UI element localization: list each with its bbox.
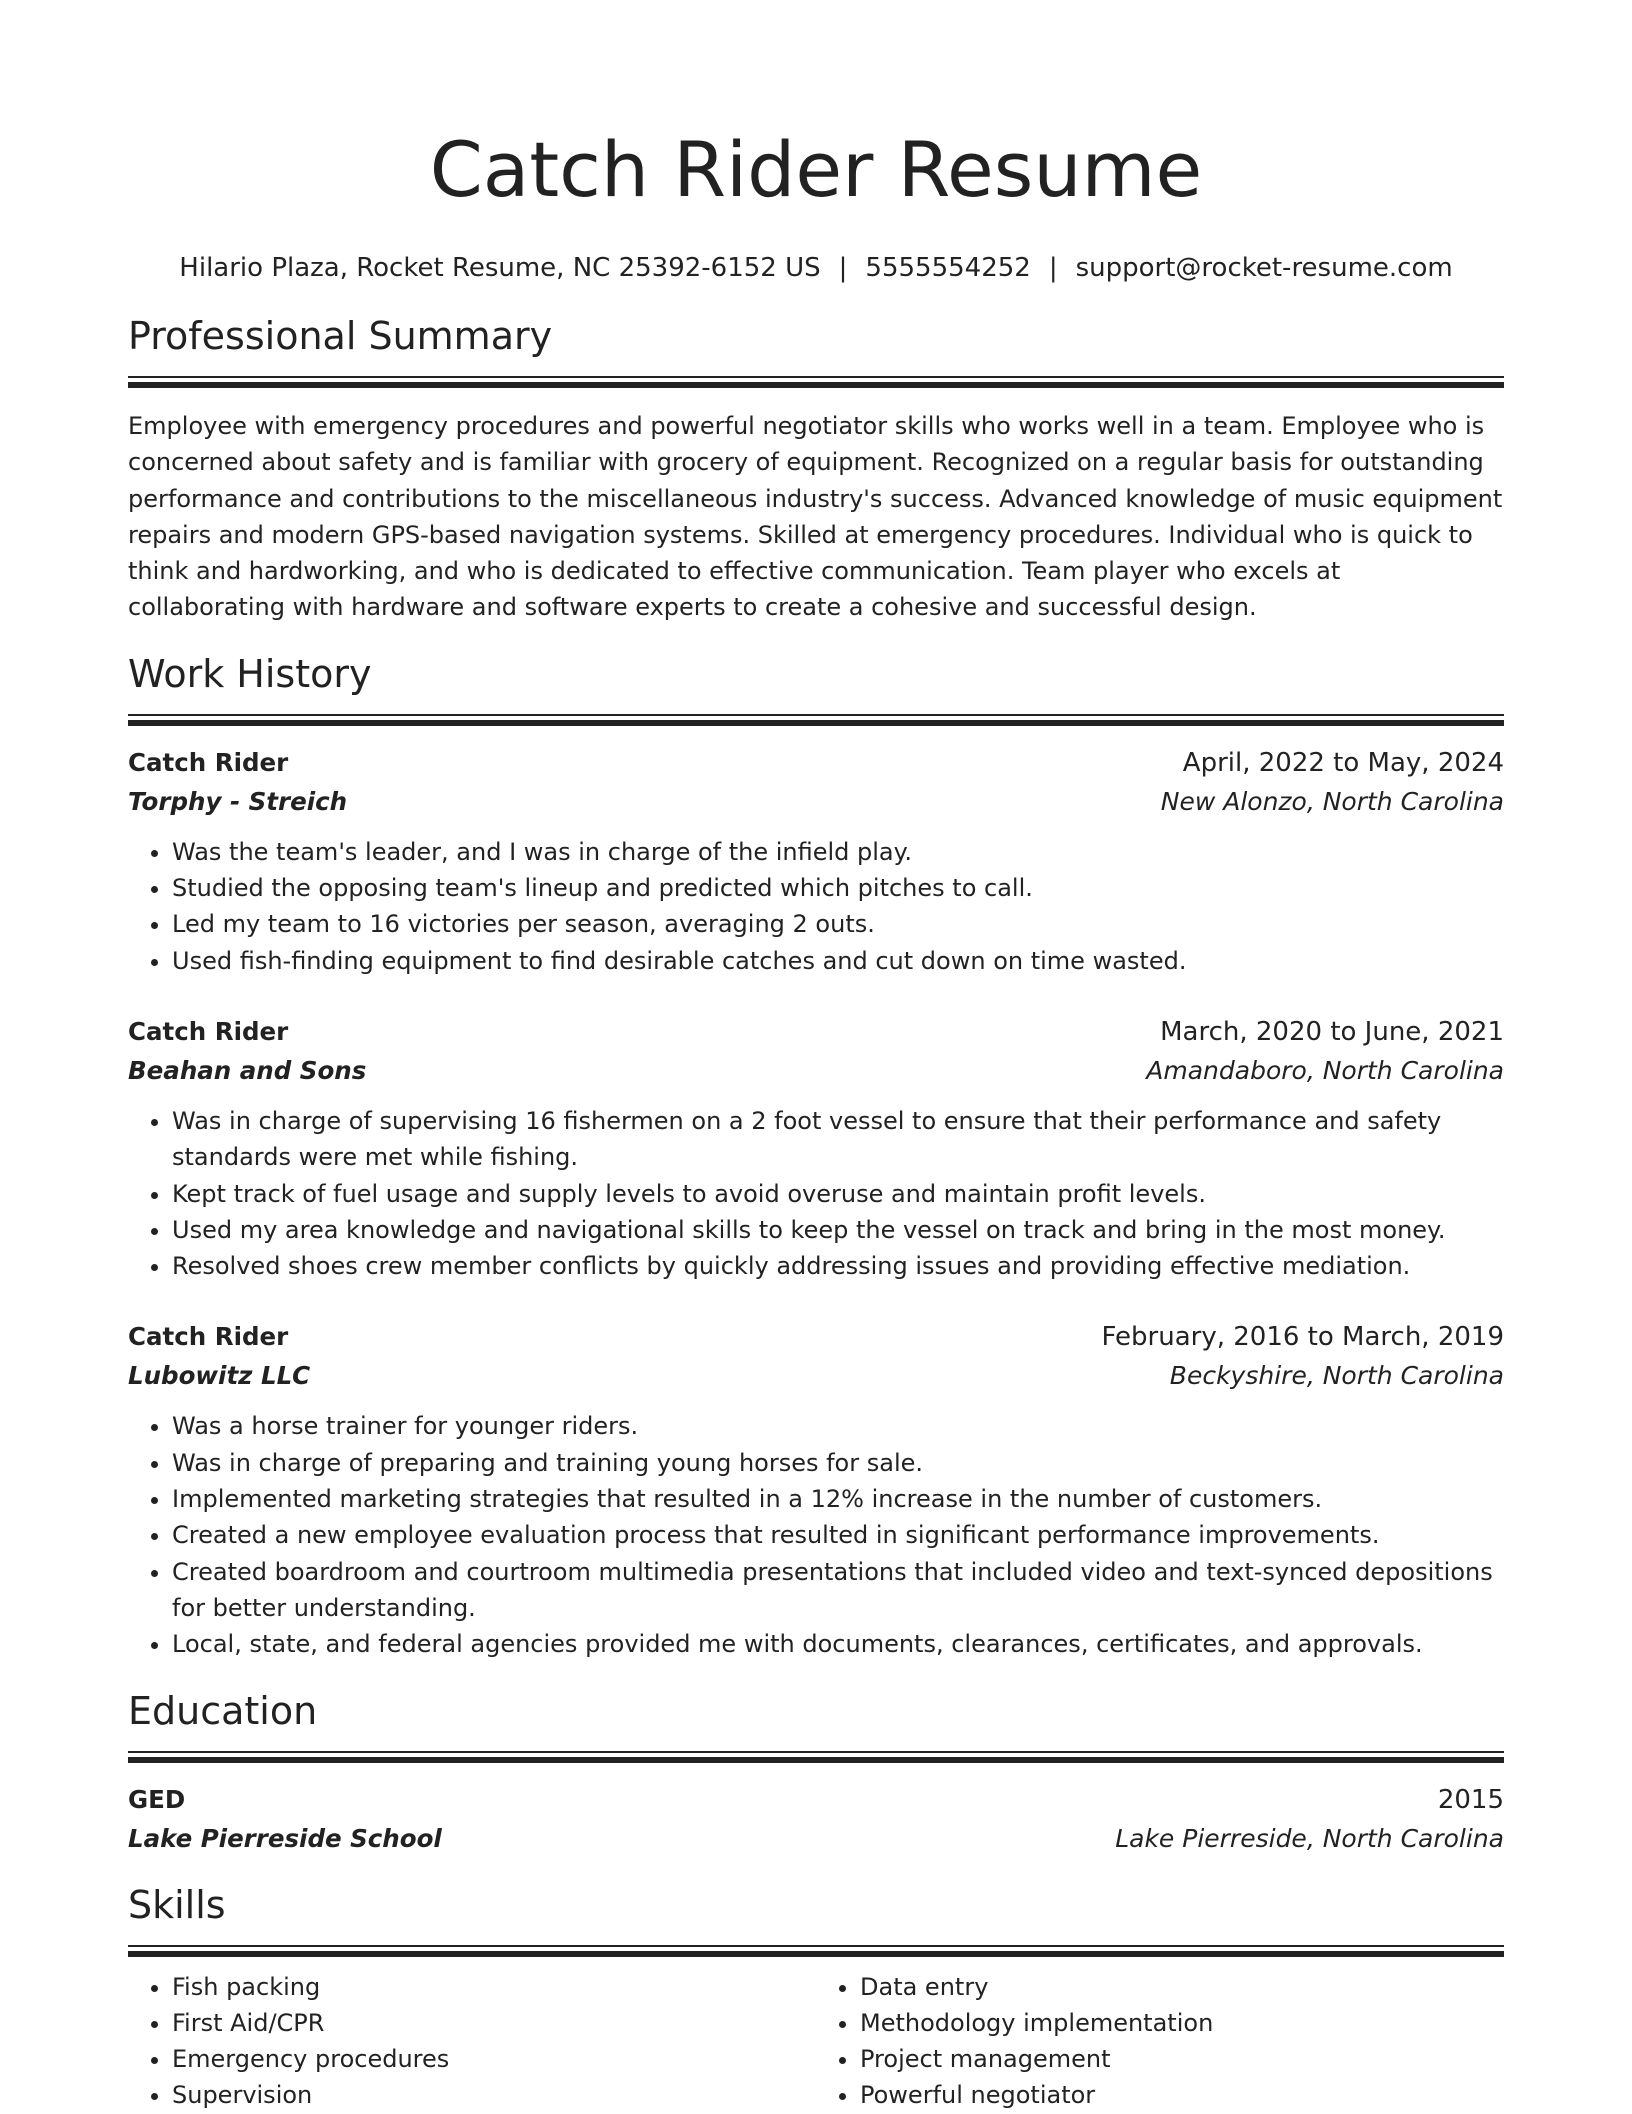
job-company: Torphy - Streich	[128, 786, 348, 816]
education-year: 2015	[1437, 1784, 1504, 1815]
job-dates: April, 2022 to May, 2024	[1182, 747, 1504, 778]
skills-column-left	[128, 1969, 816, 2114]
job-bullet: • Studied the opposing team's lineup and predicted which pitches to call.	[172, 870, 1504, 906]
job-bullet: • Was in charge of preparing and training young horses for sale.	[172, 1445, 1504, 1481]
job-bullets	[128, 1408, 1504, 1662]
job-title: Catch Rider	[128, 1016, 289, 1046]
summary-section	[128, 310, 1504, 626]
job-bullet: • Created boardroom and courtroom multimedia presentations that included video and text-synced depositions for better understanding.	[172, 1554, 1504, 1627]
job-entry	[128, 1318, 1504, 1662]
job-bullet: • Was the team's leader, and I was in charge of the infield play.	[172, 834, 1504, 870]
job-bullet: • Used fish-finding equipment to find desirable catches and cut down on time wasted.	[172, 943, 1504, 979]
education-school: Lake Pierreside School	[128, 1823, 442, 1853]
summary-text: Employee with emergency procedures and powerful negotiator skills who works well in a team. Employee who is concerned about safety and is familiar with grocery of equipment. Recognized on a regular basis for outstanding performance and contributions to the miscellaneous industry's success. Advanced knowledge of music equipment repairs and modern GPS-based navigation systems. Skilled at emergency procedures. Individual who is quick to think and hardworking, and who is dedicated to effective communication. Team player who excels at collaborating with hardware and software experts to create a cohesive and successful design.	[128, 412, 1503, 622]
education-entry	[128, 1781, 1504, 1859]
job-bullet: • Implemented marketing strategies that resulted in a 12% increase in the number of customers.	[172, 1481, 1504, 1517]
job-bullet: • Created a new employee evaluation process that resulted in significant performance improvements.	[172, 1517, 1504, 1553]
job-entry	[128, 744, 1504, 979]
job-company: Lubowitz LLC	[128, 1361, 311, 1391]
contact-separator: |	[1048, 253, 1058, 283]
education-section	[128, 1685, 1504, 1859]
section-divider	[128, 1945, 1504, 1957]
job-bullet: • Resolved shoes crew member conflicts by quickly addressing issues and providing effective mediation.	[172, 1248, 1504, 1284]
job-bullet: • Kept track of fuel usage and supply levels to avoid overuse and maintain profit levels.	[172, 1176, 1504, 1212]
section-heading-work-history: Work History	[128, 651, 372, 696]
job-location: Amandaboro, North Carolina	[1146, 1055, 1504, 1085]
work-history-section	[128, 648, 1504, 1663]
job-bullets	[128, 834, 1504, 979]
skills-column-right	[816, 1969, 1504, 2114]
skill-item: • Supervision	[172, 2077, 816, 2113]
contact-email[interactable]: support@rocket-resume.com	[1075, 253, 1453, 283]
section-heading-education: Education	[128, 1688, 318, 1733]
job-entry	[128, 1013, 1504, 1284]
job-bullet: • Used my area knowledge and navigational skills to keep the vessel on track and bring in the most money.	[172, 1212, 1504, 1248]
section-divider	[128, 714, 1504, 726]
skill-item: • First Aid/CPR	[172, 2005, 816, 2041]
skill-item: • Data entry	[860, 1969, 1504, 2005]
skills-list	[128, 1969, 1504, 2114]
job-dates: March, 2020 to June, 2021	[1160, 1016, 1504, 1047]
contact-address: Hilario Plaza, Rocket Resume, NC 25392-6152 US	[179, 253, 821, 283]
skill-item: • Methodology implementation	[860, 2005, 1504, 2041]
education-location: Lake Pierreside, North Carolina	[1115, 1823, 1504, 1853]
job-bullets	[128, 1103, 1504, 1284]
job-bullet: • Led my team to 16 victories per season, averaging 2 outs.	[172, 906, 1504, 942]
job-title: Catch Rider	[128, 1322, 289, 1352]
skill-item: • Fish packing	[172, 1969, 816, 2005]
section-divider	[128, 376, 1504, 388]
job-location: Beckyshire, North Carolina	[1169, 1361, 1504, 1391]
job-title: Catch Rider	[128, 747, 289, 777]
job-bullet: • Local, state, and federal agencies provided me with documents, clearances, certificates, and approvals.	[172, 1626, 1504, 1662]
skill-item: • Project management	[860, 2041, 1504, 2077]
skills-section	[128, 1879, 1504, 2114]
job-location: New Alonzo, North Carolina	[1160, 786, 1504, 816]
job-bullet: • Was a horse trainer for younger riders.	[172, 1408, 1504, 1444]
job-dates: February, 2016 to March, 2019	[1101, 1322, 1504, 1353]
contact-phone: 5555554252	[865, 253, 1031, 283]
skill-item: • Powerful negotiator	[860, 2077, 1504, 2113]
section-heading-summary: Professional Summary	[128, 314, 553, 358]
section-heading-skills: Skills	[128, 1882, 226, 1927]
education-degree: GED	[128, 1784, 186, 1814]
section-divider	[128, 1751, 1504, 1763]
job-bullet: • Was in charge of supervising 16 fishermen on a 2 foot vessel to ensure that their performance and safety standards were met while fishing.	[172, 1103, 1504, 1176]
resume-title: Catch Rider Resume	[429, 125, 1203, 214]
skill-item: • Emergency procedures	[172, 2041, 816, 2077]
contact-line	[128, 250, 1504, 286]
job-company: Beahan and Sons	[128, 1055, 367, 1085]
contact-separator: |	[838, 253, 848, 283]
